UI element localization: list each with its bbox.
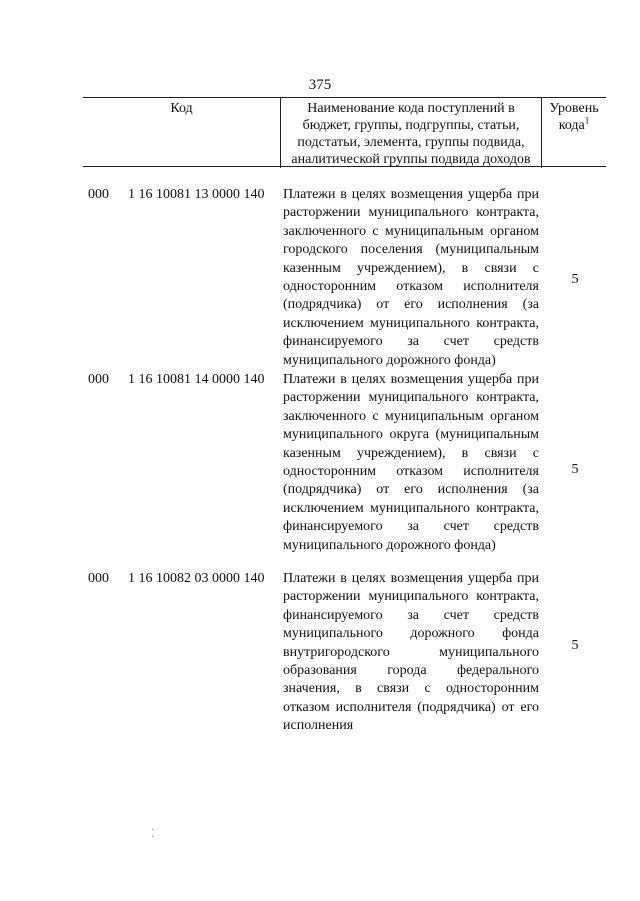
row-description: Платежи в целях возмещения ущерба при расторжении муниципального контракта, заключенного с муниципальным органом городского поселения (муниципальным казенным учреждением), в связи с односторонним отказом исполнителя (подрядчика) от его исполнения (за исключением муниципального контракта, финансируемого за счет средств муниципального дорожного фонда) (283, 187, 539, 368)
header-code: Код (83, 98, 281, 168)
header-level-footnote: 1 (584, 115, 590, 126)
row-level: 5 (571, 462, 579, 477)
header-level (542, 98, 606, 168)
row-code: 1 16 10081 13 0000 140 (128, 187, 265, 202)
row-level: 5 (571, 272, 579, 287)
row-description: Платежи в целях возмещения ущерба при расторжении муниципального контракта, заключенного с муниципальным органом муниципального округа (муниципальным казенным учреждением), в связи с односторонним отказом исполнителя (подрядчика) от его исполнения (за исключением муниципального контракта, финансируемого за счет средств муниципального дорожного фонда) (283, 372, 539, 553)
row-prefix: 000 (88, 187, 109, 202)
header-name-line: Наименование кода поступлений в (307, 101, 515, 116)
row-prefix: 000 (88, 372, 109, 387)
header-name (281, 98, 542, 168)
page-number: 375 (308, 77, 332, 93)
header-name-line: подстатьи, элемента, группы подвида, (297, 135, 525, 150)
header-name-line: бюджет, группы, подгруппы, статьи, (302, 118, 520, 133)
row-prefix: 000 (88, 571, 109, 586)
header-level-text: кода (558, 118, 585, 133)
header-level-line2 (542, 117, 606, 134)
scan-artifact (152, 836, 153, 837)
row-level: 5 (571, 638, 579, 653)
row-description: Платежи в целях возмещения ущерба при расторжении муниципального контракта, финансируемого за счет средств муниципального дорожного фонда внутригородского муниципального образования города федерального значения, в связи с односторонним отказом исполнителя (подрядчика) от его исполнения (283, 571, 539, 734)
scan-artifact (152, 829, 153, 830)
row-code: 1 16 10082 03 0000 140 (128, 571, 265, 586)
header-level-line1: Уровень (549, 101, 599, 116)
table-header (83, 97, 606, 167)
header-name-line: аналитической группы подвида доходов (291, 152, 531, 167)
row-code: 1 16 10081 14 0000 140 (128, 372, 265, 387)
